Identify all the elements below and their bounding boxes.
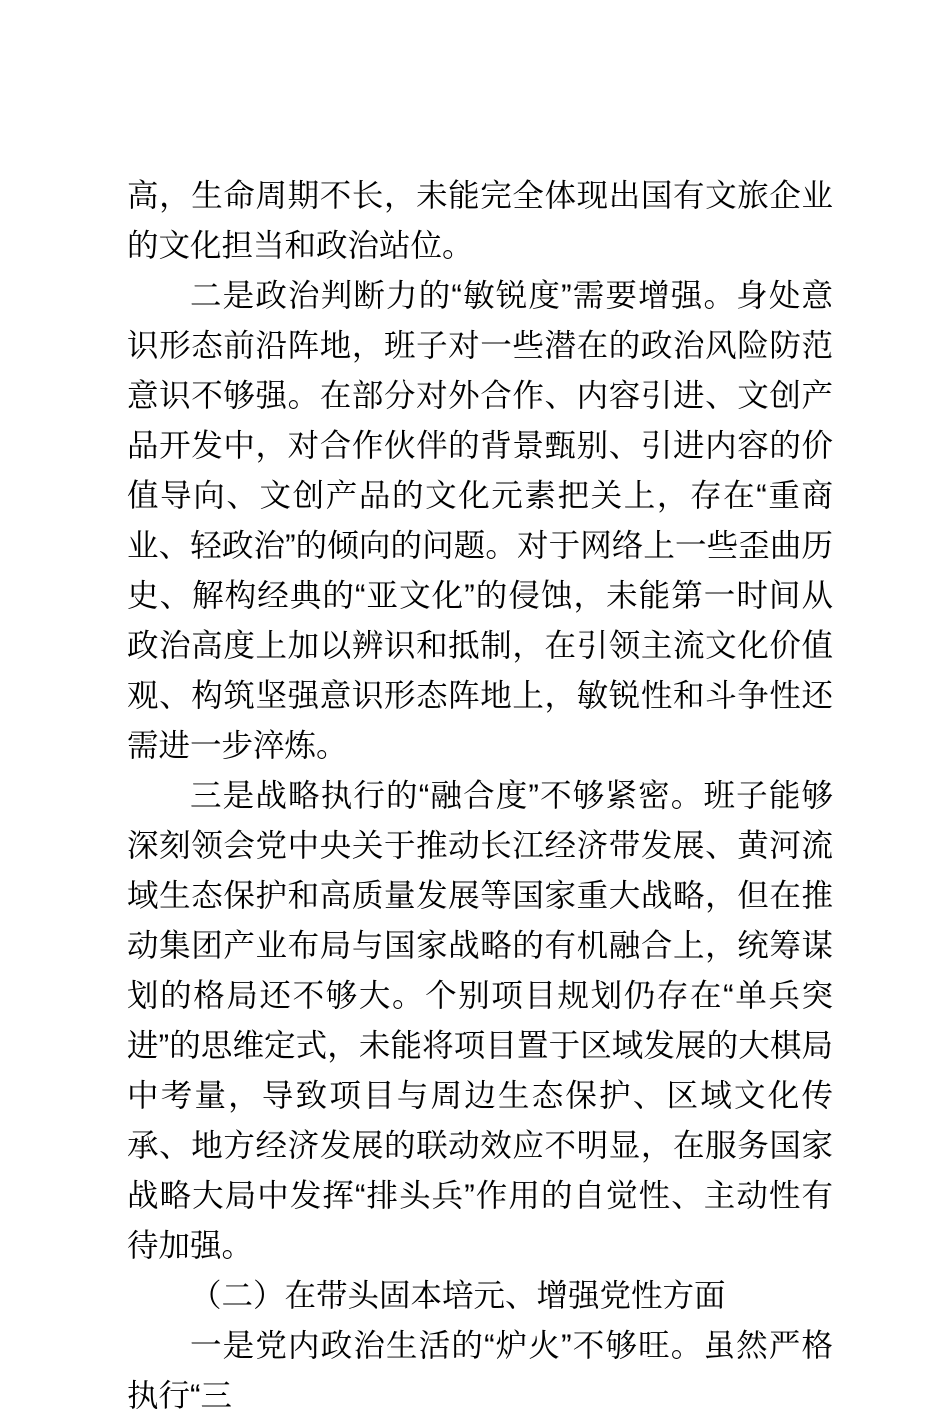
paragraph-section-two-heading: （二）在带头固本培元、增强党性方面 [190,1277,726,1313]
paragraph-item-two: 二是政治判断力的“敏锐度”需要增强。身处意识形态前沿阵地，班子对一些潜在的政治风险防范意识不够强。在部分对外合作、内容引进、文创产品开发中，对合作伙伴的背景甄别、引进内容的价值导向、文创产品的文化元素把关上，存在“重商业、轻政治”的倾向的问题。对于网络上一些歪曲历史、解构经典的“亚文化”的侵蚀，未能第一时间从政治高度上加以辨识和抵制，在引领主流文化价值观、构筑坚强意识形态阵地上，敏锐性和斗争性还需进一步淬炼。 [127,277,833,763]
paragraph-continuation: 高，生命周期不长，未能完全体现出国有文旅企业的文化担当和政治站位。 [127,177,833,263]
paragraph-section-two-item-one: 一是党内政治生活的“炉火”不够旺。虽然严格执行“三 [127,1327,833,1413]
paragraph-item-three: 三是战略执行的“融合度”不够紧密。班子能够深刻领会党中央关于推动长江经济带发展、黄河流域生态保护和高质量发展等国家重大战略，但在推动集团产业布局与国家战略的有机融合上，统筹谋划的格局还不够大。个别项目规划仍存在“单兵突进”的思维定式，未能将项目置于区域发展的大棋局中考量，导致项目与周边生态保护、区域文化传承、地方经济发展的联动效应不明显，在服务国家战略大局中发挥“排头兵”作用的自觉性、主动性有待加强。 [127,777,833,1263]
document-body [127,170,833,1420]
